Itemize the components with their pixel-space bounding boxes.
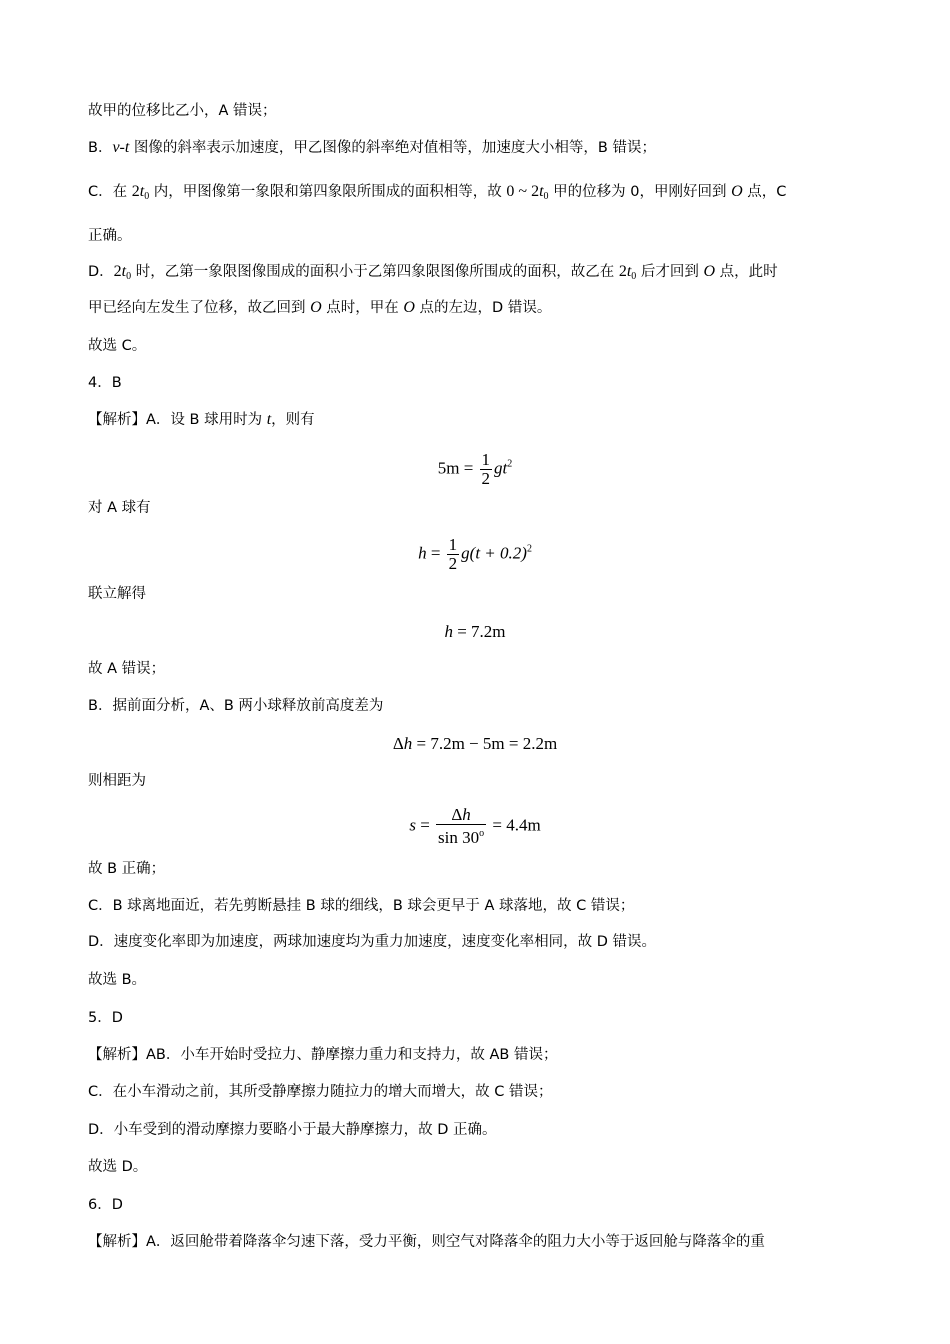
equation-1: 5m = $\frac{1}{2}$ $gt^2$	[437, 450, 513, 488]
text-line-17: D．速度变化率即为加速度，两球加速度均为重力加速度，速度变化率相同，故 D 错误。	[88, 934, 657, 950]
text-line-1: 故甲的位移比乙小，A 错误；	[88, 103, 277, 119]
text-line-6: 甲已经向左发生了位移，故乙回到 O 点时，甲在 O 点的左边，D 错误。	[88, 299, 552, 316]
text-line-5: D．$2t_0$ 时，乙第一象限图像围成的面积小于乙第四象限图像所围成的面积，故乙在 $2t_0$ 后才回到 O 点，此时	[88, 263, 778, 282]
text-line-20: 【解析】AB．小车开始时受拉力、静摩擦力重力和支持力，故 AB 错误；	[88, 1047, 558, 1063]
text-line-7: 故选 C。	[88, 338, 147, 354]
text-line-23: 故选 D。	[88, 1159, 148, 1175]
text-line-25: 【解析】A．返回舱带着降落伞匀速下落，受力平衡，则空气对降落伞的阻力大小等于返回舱与降落伞的重	[88, 1234, 765, 1250]
text-line-10: 对 A 球有	[88, 500, 151, 516]
question-5-answer: 5．D	[88, 1010, 123, 1026]
question-4-answer: 4．B	[88, 375, 122, 391]
equation-3: h = 7.2m	[444, 622, 506, 641]
text-line-21: C．在小车滑动之前，其所受静摩擦力随拉力的增大而增大，故 C 错误；	[88, 1084, 553, 1100]
text-line-9: 【解析】A．设 B 球用时为 t，则有	[88, 411, 315, 428]
text-line-13: B．据前面分析，A、B 两小球释放前高度差为	[88, 698, 384, 714]
question-6-answer: 6．D	[88, 1197, 123, 1213]
text-line-11: 联立解得	[88, 586, 146, 602]
text-line-12: 故 A 错误；	[88, 661, 166, 677]
equation-2: h = $\frac{1}{2}$ $g(t + 0.2)^2$	[418, 535, 532, 573]
text-line-4: 正确。	[88, 228, 132, 244]
fraction: $\frac{1}{2}$	[481, 450, 491, 488]
equation-5: s = $\frac{\Delta h}{\sin 30^o}$ = 4.4m	[409, 805, 541, 847]
text-line-18: 故选 B。	[88, 972, 147, 988]
equation-4: Δh = 7.2m − 5m = 2.2m	[392, 734, 558, 753]
text-line-16: C．B 球离地面近，若先剪断悬挂 B 球的细线，B 球会更早于 A 球落地，故 C 错误；	[88, 898, 635, 914]
text-line-22: D．小车受到的滑动摩擦力要略小于最大静摩擦力，故 D 正确。	[88, 1122, 497, 1138]
text-line-14: 则相距为	[88, 773, 146, 789]
text-line-2: B．v-t 图像的斜率表示加速度，甲乙图像的斜率绝对值相等，加速度大小相等，B 错误；	[88, 139, 656, 156]
text-line-3: C．在 $2t_0$ 内，甲图像第一象限和第四象限所围成的面积相等，故 0 ~ $2t_0$ 甲的位移为 0，甲刚好回到 O 点，C	[88, 183, 787, 202]
fraction: $\frac{\Delta h}{\sin 30^o}$	[438, 805, 485, 847]
text-line-15: 故 B 正确；	[88, 861, 166, 877]
fraction: $\frac{1}{2}$	[448, 535, 458, 573]
